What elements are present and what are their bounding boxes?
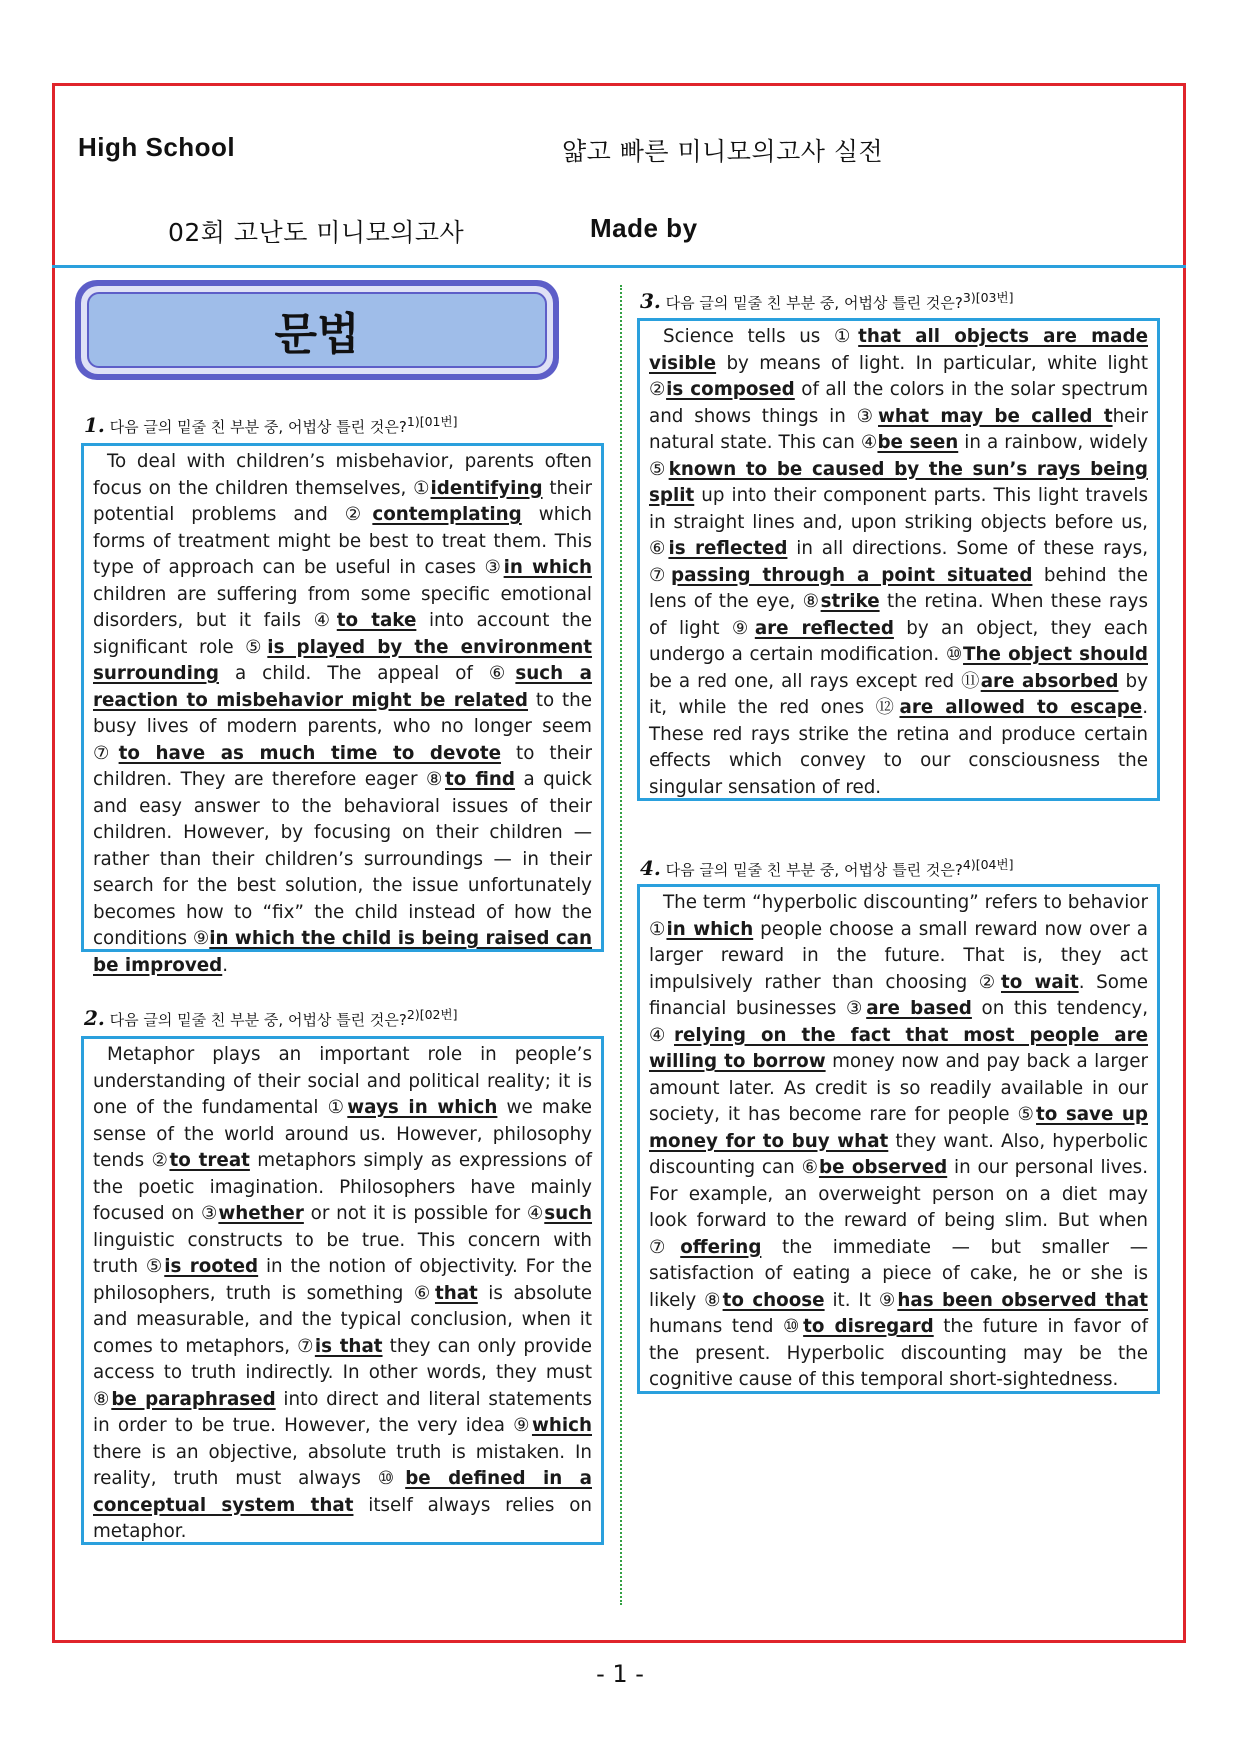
passage-text: be a red one, all rays except red ⑪ (649, 670, 981, 692)
passage-4 (637, 884, 1160, 1394)
made-by-label: Made by (590, 213, 698, 243)
passage-text: on this tendency, ④ (649, 998, 1149, 1046)
underlined-choice: such (544, 1203, 593, 1224)
passage-text: it. It ⑨ (824, 1289, 898, 1311)
passage-text: itself always relies on metaphor. (93, 1494, 592, 1542)
passage-text: . (222, 954, 229, 976)
passage-text: their potential problems and ② (93, 477, 592, 525)
underlined-choice: to wait (1001, 971, 1079, 993)
passage-text: the retina. When these rays of light ⑨ (649, 591, 1148, 639)
passage-text: into direct and literal statements in order to be true. However, the very idea ⑨ (93, 1388, 592, 1436)
underlined-choice: such a reaction to misbehavior might be related (93, 663, 593, 711)
underlined-choice: be seen (877, 432, 959, 453)
underlined-choice: that all objects are made visible (649, 326, 1148, 374)
passage-text: the future in favor of the present. Hyperbolic discounting may be the cognitive cause of this temporal short-sightedness. (649, 1316, 1149, 1390)
underlined-choice: to take (336, 610, 417, 631)
underlined-choice: is reflected (668, 538, 788, 559)
passage-text: by means of light. In particular, white light ② (649, 352, 1148, 400)
passage-text: humans tend ⑩ (649, 1316, 804, 1337)
underlined-choice: be observed (818, 1157, 948, 1178)
question-ref: 2)[02번] (406, 1007, 458, 1022)
passage-text: Metaphor plays an important role in people’s understanding of their social and political reality; it is one of the fundamental ① (93, 1044, 592, 1118)
passage-text: in our personal lives. For example, an overweight person on a diet may look forward to the reward of being slim. But when ⑦ (649, 1157, 1148, 1258)
question-1-title (84, 412, 457, 437)
passage-text: we make sense of the world around us. However, philosophy tends ② (93, 1097, 593, 1171)
passage-text: they can only provide access to truth indirectly. In other words, they must ⑧ (93, 1335, 592, 1410)
underlined-choice: to have as much time to devote (118, 742, 502, 764)
underlined-choice: are based (866, 998, 972, 1019)
passage-text: by it, while the red ones ⑫ (649, 670, 1148, 718)
underlined-choice: in which (503, 557, 592, 578)
passage-text: Science tells us ① (663, 326, 859, 347)
passage-text: there is an objective, absolute truth is mistaken. In reality, truth must always ⑩ (93, 1441, 592, 1489)
series-title: 얇고 빠른 미니모의고사 실전 (562, 137, 884, 166)
passage-text: to the busy lives of modern parents, who no longer seem ⑦ (93, 689, 592, 764)
passage-text: a child. The appeal of ⑥ (218, 663, 516, 684)
question-prompt: 다음 글의 밑줄 친 부분 중, 어법상 틀린 것은? (665, 294, 963, 312)
passage-1-text (93, 449, 592, 979)
underlined-choice: identifying (430, 477, 543, 499)
underlined-choice: strike (820, 591, 880, 612)
passage-text: metaphors simply as expressions of the poetic imagination. Philosophers have mainly focused on ③ (93, 1150, 592, 1224)
passage-text: The term “hyperbolic discounting” refers to behavior ① (649, 892, 1148, 940)
question-4-title (640, 855, 1013, 880)
underlined-choice: relying on the fact that most people are willing to borrow (649, 1024, 1149, 1072)
section-banner (75, 280, 559, 380)
underlined-choice: in which (666, 918, 754, 940)
underlined-choice: what may be called t (878, 405, 1113, 427)
underlined-choice: known to be caused by the sun’s rays being split (649, 458, 1148, 506)
question-prompt: 다음 글의 밑줄 친 부분 중, 어법상 틀린 것은? (665, 861, 963, 879)
question-number: 1. (84, 413, 105, 437)
exam-round: 02회 고난도 미니모의고사 (168, 218, 465, 247)
passage-text: by an object, they each undergo a certain modification. ⑩ (649, 617, 1148, 665)
underlined-choice: to disregard (803, 1316, 934, 1337)
passage-text: which forms of treatment might be best to treat them. This type of approach can be useful in cases ③ (93, 504, 592, 578)
school-label: High School (78, 132, 236, 162)
question-number: 2. (84, 1006, 105, 1030)
passage-2-text (93, 1042, 592, 1546)
passage-text: is absolute and measurable, and the typical conclusion, when it comes to metaphors, ⑦ (93, 1282, 592, 1357)
question-2-title (84, 1005, 457, 1030)
question-number: 4. (640, 856, 661, 880)
question-number: 3. (640, 289, 661, 313)
underlined-choice: contemplating (372, 504, 522, 525)
underlined-choice: passing through a point situated (671, 564, 1033, 586)
underlined-choice: to find (445, 769, 515, 790)
underlined-choice: whether (218, 1203, 304, 1224)
passage-text: they want. Also, hyperbolic discounting can ⑥ (649, 1130, 1148, 1178)
passage-text: behind the lens of the eye, ⑧ (649, 564, 1148, 612)
passage-text: in a rainbow, widely ⑤ (649, 432, 1148, 480)
section-title: 문법 (87, 292, 547, 368)
passage-text: a quick and easy answer to the behavioral issues of their children. However, by focusing on their children — rather than their children’s surroundings — in their search for the best solution, the issue unfortunately becomes how to “fix” the child instead of how the conditions ⑨ (93, 769, 593, 949)
header-divider (52, 265, 1186, 268)
passage-text: of all the colors in the solar spectrum and shows things in ③ (649, 379, 1149, 427)
passage-text: To deal with children’s misbehavior, parents often focus on the children themselves, ① (93, 451, 592, 499)
underlined-choice: in which the child is being raised can be improved (93, 928, 593, 976)
underlined-choice: ways in which (347, 1097, 498, 1118)
underlined-choice: to save up money for to buy what (649, 1104, 1148, 1152)
underlined-choice: to choose (722, 1289, 825, 1311)
passage-3 (637, 318, 1160, 801)
passage-text: . Some financial businesses ③ (649, 971, 1148, 1019)
underlined-choice: is rooted (164, 1256, 259, 1277)
underlined-choice: The object should (963, 644, 1148, 665)
question-ref: 4)[04번] (962, 857, 1014, 872)
underlined-choice: be paraphrased (111, 1388, 276, 1410)
passage-1 (81, 443, 604, 976)
underlined-choice: are allowed to escape (899, 697, 1143, 718)
underlined-choice: is composed (666, 379, 795, 400)
passage-2 (81, 1036, 604, 1545)
passage-text: children are suffering from some specific emotional disorders, but it fails ④ (93, 583, 592, 631)
passage-text: . These red rays strike the retina and produce certain effects which convey to our consciousness the singular sensation of red. (649, 697, 1148, 798)
underlined-choice: is played by the environment surrounding (93, 636, 592, 684)
page-number: - 1 - (596, 1660, 644, 1688)
underlined-choice: to treat (169, 1150, 250, 1171)
question-prompt: 다음 글의 밑줄 친 부분 중, 어법상 틀린 것은? (109, 418, 407, 436)
column-divider (620, 285, 622, 1605)
passage-text: the immediate — but smaller — satisfaction of eating a piece of cake, he or she is likely ⑧ (649, 1236, 1148, 1311)
passage-text: up into their component parts. This light travels in straight lines and, upon striking objects before us, ⑥ (649, 485, 1148, 559)
passage-text: to their children. They are therefore eager ⑧ (93, 742, 593, 790)
underlined-choice: are absorbed (980, 670, 1119, 692)
question-prompt: 다음 글의 밑줄 친 부분 중, 어법상 틀린 것은? (109, 1011, 407, 1029)
underlined-choice: offering (680, 1236, 762, 1258)
underlined-choice: has been observed that (897, 1289, 1148, 1311)
underlined-choice: is that (314, 1335, 383, 1357)
passage-text: money now and pay back a larger amount later. As credit is so readily available in our society, it has become rare for people ⑤ (649, 1051, 1148, 1125)
question-ref: 3)[03번] (962, 290, 1014, 305)
underlined-choice: be defined in a conceptual system that (93, 1468, 592, 1516)
passage-text: people choose a small reward now over a larger reward in the future. That is, they act impulsively rather than choosing ② (649, 918, 1148, 993)
question-ref: 1)[01번] (406, 414, 458, 429)
passage-text: or not it is possible for ④ (303, 1203, 545, 1224)
passage-4-text (649, 890, 1148, 1394)
passage-text: into account the significant role ⑤ (93, 610, 592, 658)
passage-3-text (649, 324, 1148, 801)
passage-text: linguistic constructs to be true. This concern with truth ⑤ (93, 1229, 592, 1277)
question-3-title (640, 288, 1013, 313)
underlined-choice: which (531, 1415, 592, 1436)
passage-text: heir natural state. This can ④ (649, 405, 1149, 453)
underlined-choice: that (434, 1282, 478, 1304)
underlined-choice: are reflected (754, 617, 894, 639)
passage-text: in the notion of objectivity. For the philosophers, truth is something ⑥ (93, 1256, 593, 1304)
passage-text: in all directions. Some of these rays, ⑦ (649, 538, 1149, 586)
